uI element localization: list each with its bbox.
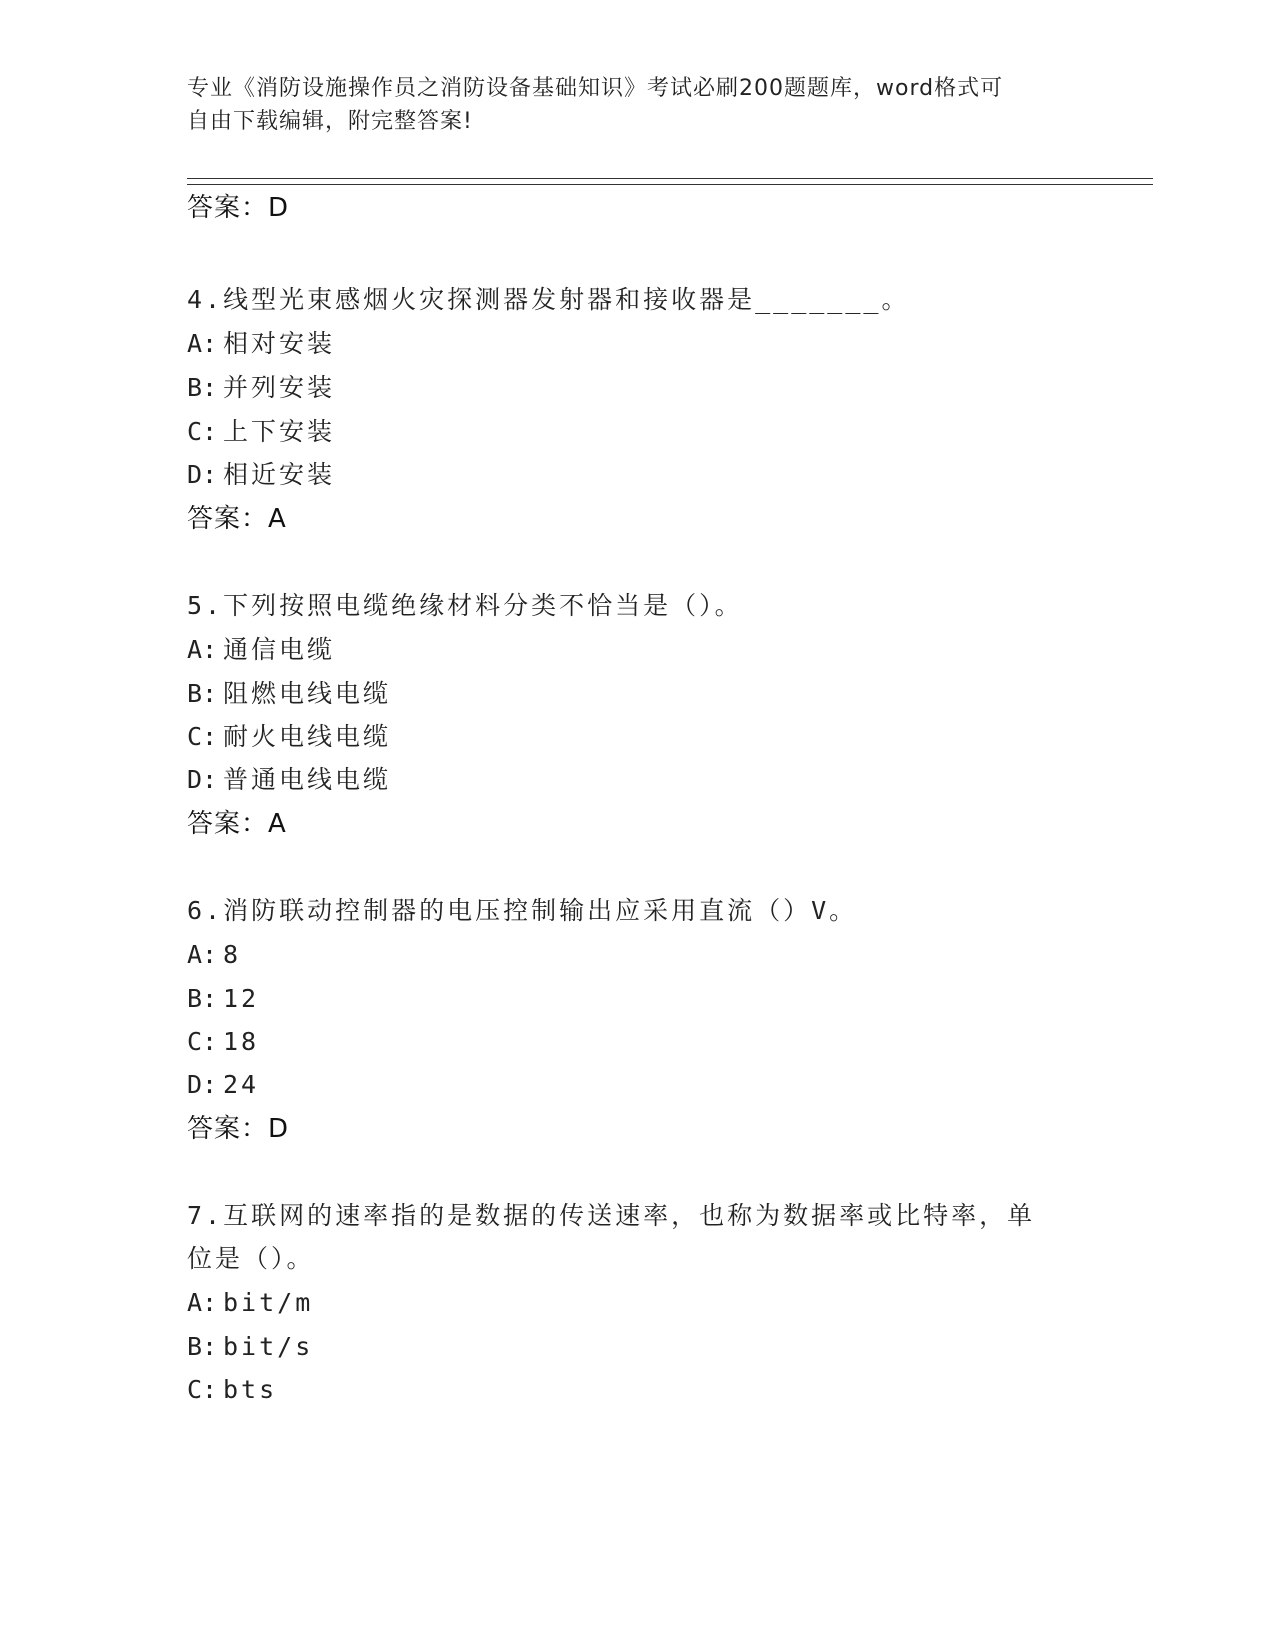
- question-7-stem-line-2: 位是（）。: [187, 1244, 315, 1273]
- question-7-option-a: [187, 1288, 313, 1318]
- header-line-2: 自由下载编辑，附完整答案!: [187, 109, 473, 134]
- option-label: B:: [187, 679, 218, 708]
- option-label: C:: [187, 1375, 218, 1404]
- header-divider-top: [187, 178, 1153, 179]
- option-label: C:: [187, 722, 218, 751]
- question-6-option-b: [187, 984, 259, 1014]
- question-6-stem: 6.消防联动控制器的电压控制输出应采用直流（）V。: [187, 896, 858, 925]
- option-label: B:: [187, 1332, 218, 1361]
- option-text: 24: [223, 1070, 260, 1099]
- question-6-option-c: [187, 1027, 259, 1057]
- option-text: 耐火电线电缆: [223, 722, 392, 751]
- option-label: C:: [187, 1027, 218, 1056]
- option-text: 8: [223, 940, 242, 969]
- question-5-answer: 答案：A: [187, 809, 287, 839]
- question-5-option-c: [187, 722, 391, 752]
- question-5-stem: 5.下列按照电缆绝缘材料分类不恰当是（）。: [187, 591, 743, 620]
- option-label: A:: [187, 940, 218, 969]
- option-text: 上下安装: [223, 417, 336, 446]
- option-label: B:: [187, 984, 218, 1013]
- question-4-option-b: [187, 373, 335, 403]
- option-text: 相对安装: [223, 329, 336, 358]
- option-text: bts: [223, 1375, 278, 1404]
- option-text: 12: [223, 984, 260, 1013]
- option-label: A:: [187, 329, 218, 358]
- question-7-stem-line-1: 7.互联网的速率指的是数据的传送速率，也称为数据率或比特率，单: [187, 1201, 1036, 1230]
- question-4-option-c: [187, 417, 335, 447]
- question-7-option-b: [187, 1332, 313, 1362]
- option-text: bit/s: [223, 1332, 314, 1361]
- question-5-option-d: [187, 765, 391, 795]
- answer-prev: 答案：D: [187, 193, 290, 223]
- option-text: 相近安装: [223, 460, 336, 489]
- question-4-stem: 4.线型光束感烟火灾探测器发射器和接收器是_______。: [187, 285, 910, 314]
- header-line-1: 专业《消防设施操作员之消防设备基础知识》考试必刷200题题库，word格式可: [187, 76, 1004, 101]
- option-text: 普通电线电缆: [223, 765, 392, 794]
- option-label: D:: [187, 1070, 218, 1099]
- option-label: D:: [187, 765, 218, 794]
- option-label: A:: [187, 635, 218, 664]
- option-label: A:: [187, 1288, 218, 1317]
- question-4-option-d: [187, 460, 335, 490]
- option-text: 并列安装: [223, 373, 336, 402]
- option-text: 阻燃电线电缆: [223, 679, 392, 708]
- question-4-answer: 答案：A: [187, 504, 287, 534]
- question-6-answer: 答案：D: [187, 1114, 290, 1144]
- option-text: 18: [223, 1027, 260, 1056]
- header-divider-bottom: [187, 184, 1153, 185]
- question-6-option-d: [187, 1070, 259, 1100]
- question-4-option-a: [187, 329, 335, 359]
- option-label: B:: [187, 373, 218, 402]
- question-5-option-a: [187, 635, 335, 665]
- option-label: D:: [187, 460, 218, 489]
- document-header: [187, 72, 1067, 138]
- question-5-option-b: [187, 679, 391, 709]
- question-6-option-a: [187, 940, 241, 970]
- option-text: bit/m: [223, 1288, 314, 1317]
- option-label: C:: [187, 417, 218, 446]
- question-7-option-c: [187, 1375, 277, 1405]
- option-text: 通信电缆: [223, 635, 336, 664]
